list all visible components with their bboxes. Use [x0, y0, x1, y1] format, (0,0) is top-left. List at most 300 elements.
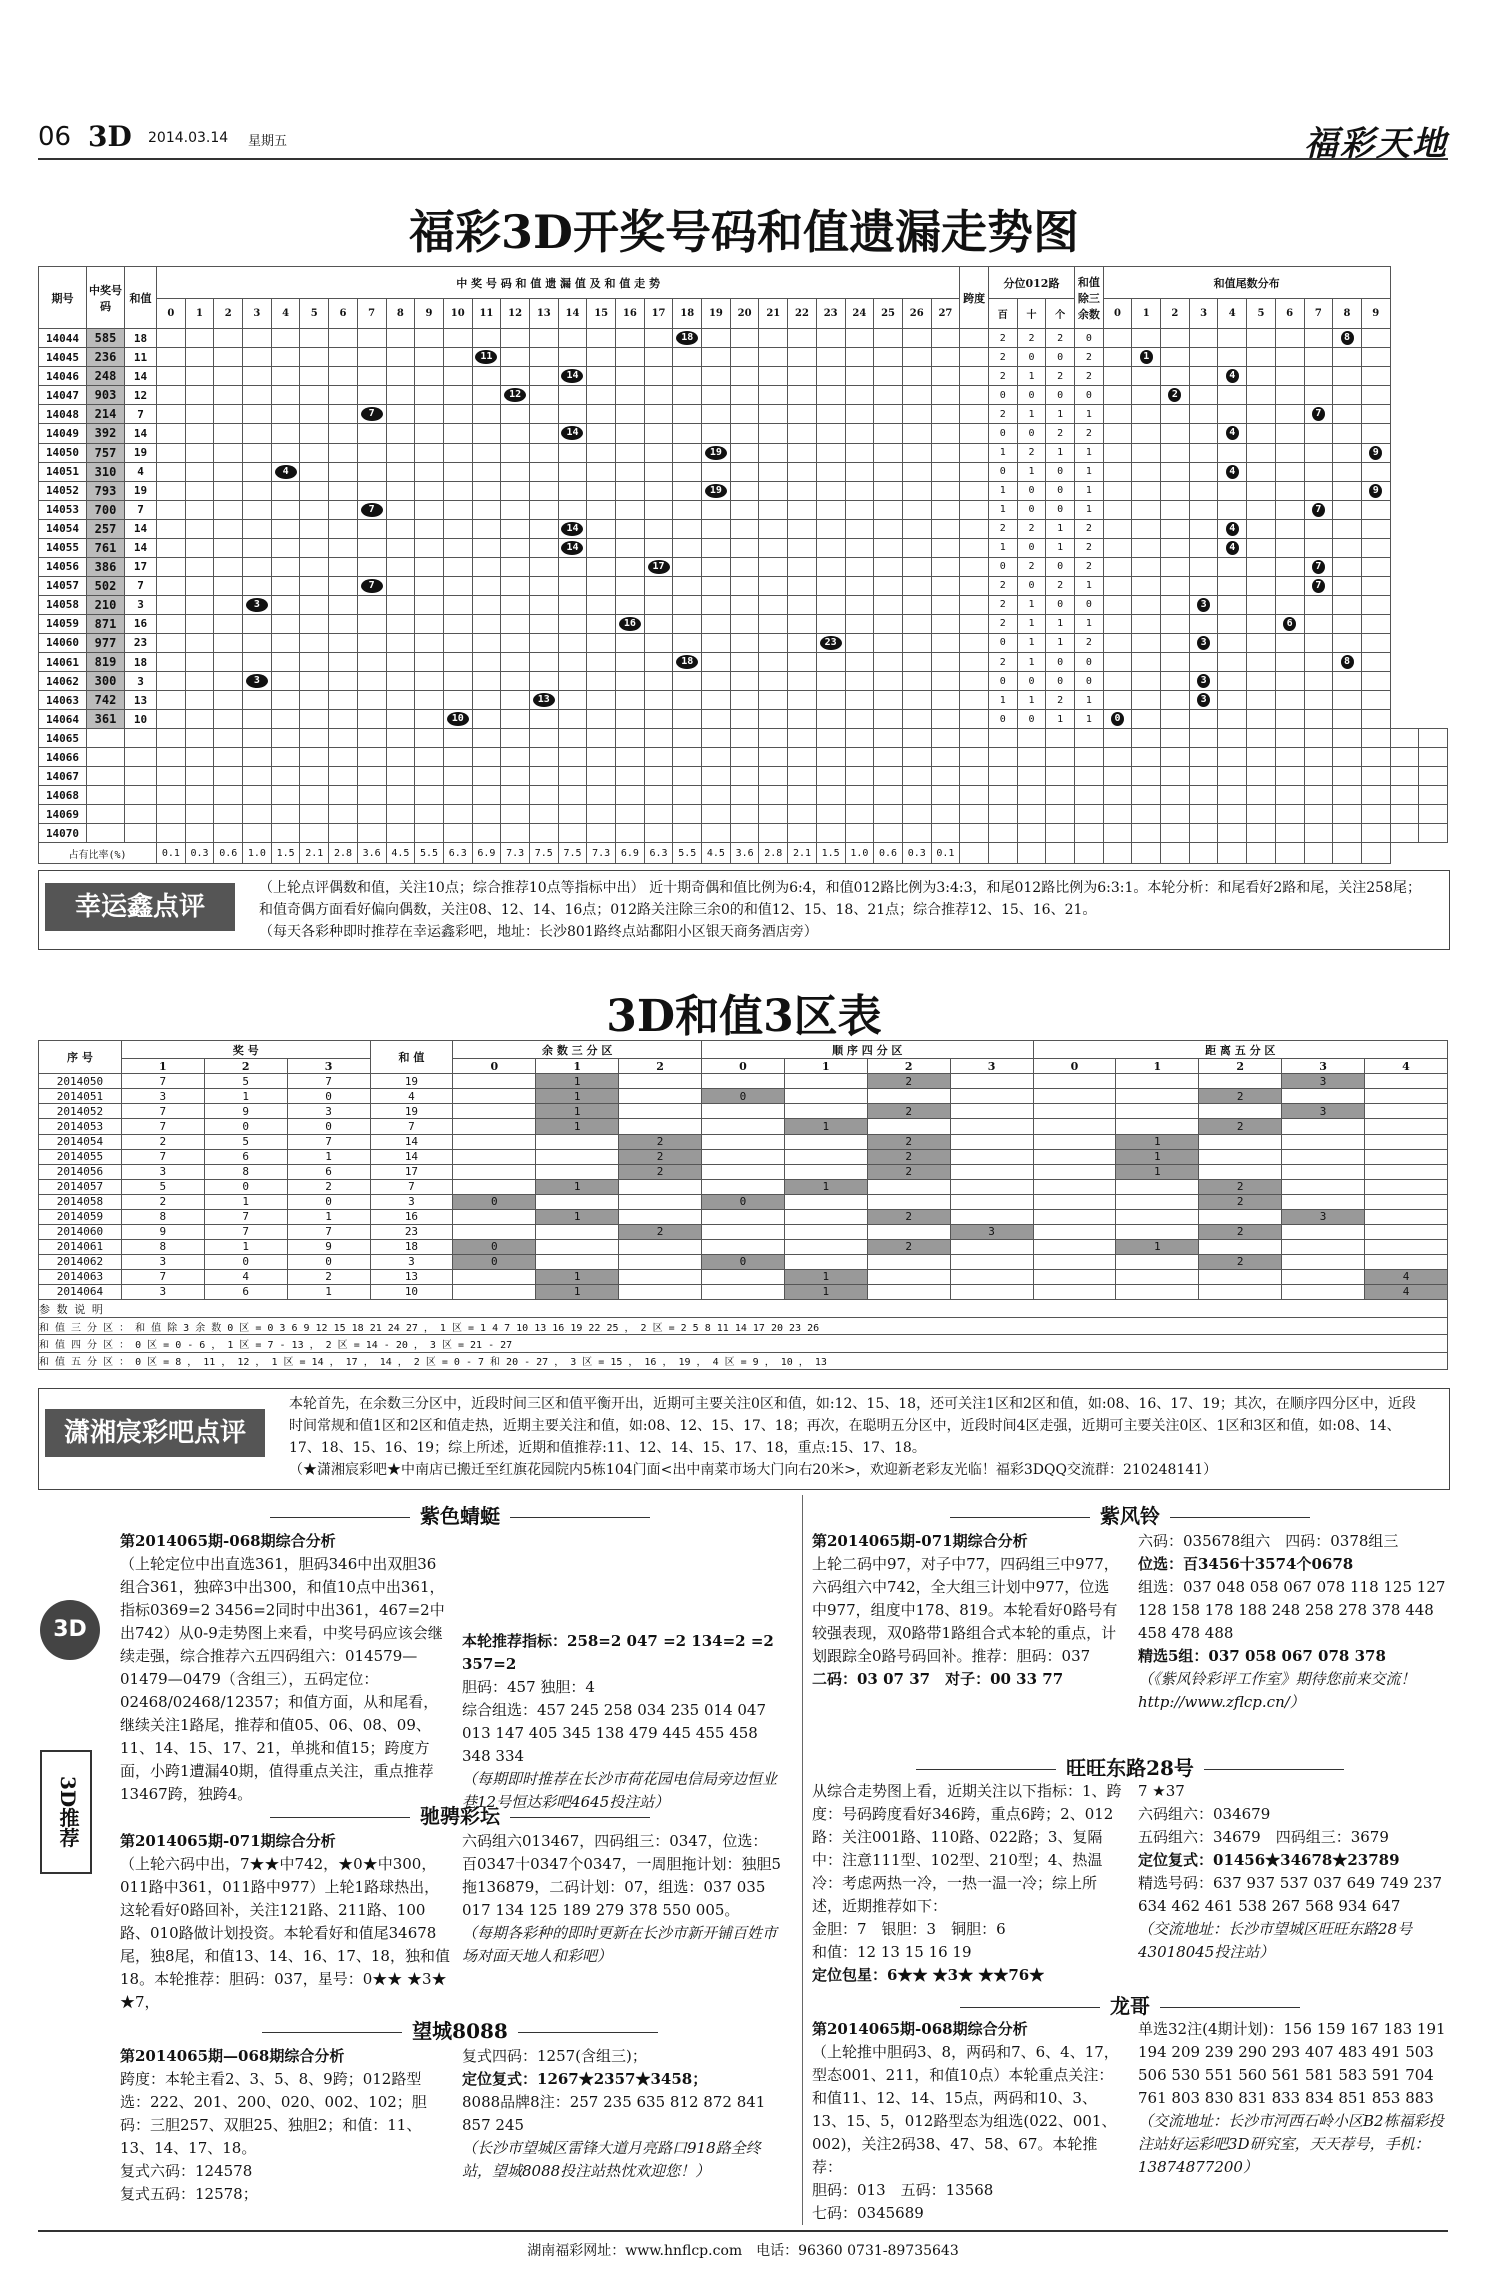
sum-trend-cell — [157, 481, 186, 500]
zone4-cell — [950, 1179, 1033, 1194]
sum-trend-cell — [214, 538, 243, 557]
period-cell: 14051 — [39, 462, 87, 481]
tail-cell — [1275, 329, 1304, 348]
zone5-cell: 2 — [1199, 1194, 1282, 1209]
sum-cell: 11 — [125, 348, 157, 367]
sum-trend-cell — [702, 672, 731, 691]
sum-trend-cell — [587, 405, 616, 424]
digit-col-header: 1 — [121, 1059, 204, 1074]
sum-trend-cell — [874, 653, 903, 672]
sum-trend-cell — [673, 424, 702, 443]
zone4-cell — [867, 1224, 950, 1239]
sum-trend-cell — [702, 519, 731, 538]
sum-trend-cell — [529, 405, 558, 424]
sum-trend-cell — [357, 519, 386, 538]
blank-cell — [1390, 767, 1419, 786]
sum-trend-cell — [329, 538, 358, 557]
tail-cell — [1361, 538, 1390, 557]
period-cell: 14056 — [39, 557, 87, 576]
sum-trend-cell — [501, 348, 530, 367]
sum-trend-cell — [329, 710, 358, 729]
sum-trend-cell — [243, 595, 272, 614]
sum-trend-cell — [357, 614, 386, 633]
zone-digit-cell: 7 — [121, 1119, 204, 1134]
span-cell — [960, 348, 989, 367]
span-cell — [960, 405, 989, 424]
sum-col-header: 13 — [529, 299, 558, 329]
sum-col-header: 23 — [816, 299, 845, 329]
sum-trend-cell — [558, 672, 587, 691]
trend-row — [39, 538, 1448, 557]
zone4-cell: 0 — [702, 1254, 785, 1269]
zone-sum-cell: 14 — [370, 1149, 453, 1164]
sum-trend-cell — [788, 672, 817, 691]
blank-cell — [1075, 805, 1104, 824]
sum-trend-cell — [673, 614, 702, 633]
sum-trend-cell — [587, 386, 616, 405]
blank-cell — [673, 805, 702, 824]
sum-trend-cell — [673, 348, 702, 367]
tail-ball: 4 — [1226, 369, 1239, 383]
tail-cell — [1161, 633, 1190, 652]
sum-trend-cell — [443, 595, 472, 614]
sum-cell: 3 — [125, 595, 157, 614]
zone-digit-cell: 0 — [287, 1194, 370, 1209]
ratio-cell: 4.5 — [702, 843, 731, 864]
blank-cell — [960, 805, 989, 824]
xiaoxiang-badge: 潇湘宸彩吧点评 — [45, 1409, 265, 1457]
sum-trend-cell — [157, 672, 186, 691]
sum-trend-cell — [472, 424, 501, 443]
sum-col-header: 2 — [214, 299, 243, 329]
period-cell: 14059 — [39, 614, 87, 633]
zone-period-cell: 2014059 — [39, 1209, 122, 1224]
sum-trend-cell — [702, 386, 731, 405]
sum-trend-cell — [271, 481, 300, 500]
trend-row — [39, 462, 1448, 481]
blank-cell — [587, 786, 616, 805]
sum-trend-cell — [702, 348, 731, 367]
tail-cell — [1161, 557, 1190, 576]
sum-trend-cell — [673, 500, 702, 519]
sum-trend-cell — [902, 424, 931, 443]
sum-trend-cell — [816, 691, 845, 710]
sum-cell: 3 — [125, 672, 157, 691]
sum-trend-cell — [730, 367, 759, 386]
blank-cell — [472, 786, 501, 805]
zone4-cell — [784, 1164, 867, 1179]
sum-trend-cell — [616, 595, 645, 614]
tail-cell — [1161, 329, 1190, 348]
period-cell: 14062 — [39, 672, 87, 691]
ratio-cell: 6.9 — [472, 843, 501, 864]
sum-cell: 23 — [125, 633, 157, 652]
sum-ball: 19 — [705, 484, 727, 498]
sum-trend-cell — [157, 710, 186, 729]
zone3-cell — [619, 1179, 702, 1194]
sum-trend-cell — [874, 443, 903, 462]
tail-cell — [1161, 348, 1190, 367]
tail-cell — [1189, 386, 1218, 405]
tail-cell — [1247, 405, 1276, 424]
longge-note: （交流地址：长沙市河西石岭小区B2栋福彩投注站好运彩吧3D研究室，天天荐号，手机：13874877200） — [1138, 2112, 1444, 2176]
zone-digit-cell: 9 — [204, 1104, 287, 1119]
sum-trend-cell — [329, 348, 358, 367]
tail-cell — [1304, 557, 1333, 576]
tail-ball: 0 — [1111, 712, 1124, 726]
zone5-cell — [1116, 1269, 1199, 1284]
tail-cell — [1189, 481, 1218, 500]
sum-trend-cell — [157, 691, 186, 710]
sum-trend-cell — [386, 576, 415, 595]
tail-cell — [1103, 329, 1132, 348]
tail-cell — [1333, 633, 1362, 652]
zone5-cell — [1365, 1254, 1448, 1269]
zone5-cell — [1365, 1209, 1448, 1224]
tail-cell — [1275, 424, 1304, 443]
zones-header-cell: 和 值 — [370, 1041, 453, 1074]
sum-trend-cell — [902, 576, 931, 595]
sum-trend-cell — [788, 653, 817, 672]
blank-cell — [902, 824, 931, 843]
params-text: 和 值 五 分 区 ： 0 区 = 8 ， 11 ， 12 ， 1 区 = 14 ， 17 ， 14 ， 2 区 = 0 - 7 和 20 - 27 ， 3 区 = 15 ， 16 ， 19 ， 4 区 = 9 ， 10 ， 13 — [39, 1352, 1448, 1369]
sum-col-header: 0 — [157, 299, 186, 329]
blank-cell — [1333, 748, 1362, 767]
sum-col-header: 8 — [386, 299, 415, 329]
blank-cell — [501, 748, 530, 767]
zone-col-header: 3 — [950, 1059, 1033, 1074]
tail-cell — [1304, 424, 1333, 443]
sum-trend-cell — [931, 443, 960, 462]
sum-trend-cell — [644, 386, 673, 405]
sum-trend-cell — [243, 653, 272, 672]
sum-trend-cell — [472, 329, 501, 348]
tail-cell — [1275, 500, 1304, 519]
trend-row — [39, 653, 1448, 672]
sum-trend-cell — [788, 462, 817, 481]
zone3-cell: 1 — [536, 1209, 619, 1224]
sum-trend-cell — [673, 557, 702, 576]
lucky-comment — [38, 870, 1450, 950]
sum-trend-cell — [472, 710, 501, 729]
blank-cell — [1017, 824, 1046, 843]
blank-cell — [1046, 767, 1075, 786]
blank-cell — [329, 748, 358, 767]
sum-trend-cell — [300, 653, 329, 672]
sum-trend-cell — [759, 481, 788, 500]
sum-trend-cell — [472, 348, 501, 367]
blank-cell — [702, 805, 731, 824]
route-cell: 0 — [1046, 348, 1075, 367]
blank-cell — [1304, 824, 1333, 843]
sum-trend-cell — [415, 557, 444, 576]
sum-trend-cell — [587, 348, 616, 367]
sum-trend-cell — [644, 595, 673, 614]
sum-col-header: 15 — [587, 299, 616, 329]
zones-row — [39, 1119, 1448, 1134]
zone5-cell — [1033, 1149, 1116, 1164]
zifeng-jing: 精选5组：037 058 067 078 378 — [1138, 1647, 1386, 1665]
tail-cell — [1161, 481, 1190, 500]
trend-row — [39, 691, 1448, 710]
zone4-cell: 1 — [784, 1119, 867, 1134]
zone4-cell — [784, 1149, 867, 1164]
zone5-cell — [1365, 1089, 1448, 1104]
zone4-cell: 2 — [867, 1239, 950, 1254]
trend-empty-row — [39, 824, 1448, 843]
sum-trend-cell — [616, 462, 645, 481]
sum-trend-cell — [329, 367, 358, 386]
sum-trend-cell — [443, 367, 472, 386]
zone4-cell — [784, 1134, 867, 1149]
sum-trend-cell — [702, 557, 731, 576]
ratio-cell: 1.0 — [243, 843, 272, 864]
sum-trend-cell — [214, 405, 243, 424]
sum-trend-cell — [386, 595, 415, 614]
period-cell: 14052 — [39, 481, 87, 500]
sum-trend-cell — [415, 500, 444, 519]
tail-cell — [1161, 538, 1190, 557]
route-cell: 1 — [1017, 367, 1046, 386]
sum-trend-cell — [271, 500, 300, 519]
sum-cell: 7 — [125, 405, 157, 424]
tail-cell — [1103, 614, 1132, 633]
blank-cell — [702, 767, 731, 786]
sum-trend-cell — [816, 481, 845, 500]
sum-trend-cell — [730, 538, 759, 557]
sum-trend-cell — [759, 443, 788, 462]
zone4-cell — [950, 1269, 1033, 1284]
sum-ball: 14 — [561, 369, 583, 383]
sum-trend-cell — [558, 691, 587, 710]
sum-trend-cell — [185, 367, 214, 386]
sum-trend-cell — [271, 710, 300, 729]
sum-trend-cell — [558, 348, 587, 367]
zone-sum-cell: 10 — [370, 1284, 453, 1299]
sum-trend-cell — [759, 386, 788, 405]
zone5-cell — [1116, 1284, 1199, 1299]
ratio-cell: 0.1 — [157, 843, 186, 864]
zone5-cell: 1 — [1116, 1149, 1199, 1164]
ratio-cell: 5.5 — [673, 843, 702, 864]
section-title-wangwang: 旺旺东路28号 — [810, 1752, 1450, 1781]
route-cell: 1 — [1017, 595, 1046, 614]
blank-cell — [300, 805, 329, 824]
zise-head: 第2014065期-068期综合分析 — [120, 1532, 336, 1550]
tail-cell — [1189, 691, 1218, 710]
sum-trend-cell — [243, 500, 272, 519]
blank-cell — [1333, 767, 1362, 786]
zone4-cell — [950, 1074, 1033, 1089]
sum-trend-cell — [501, 329, 530, 348]
zone5-cell — [1282, 1224, 1365, 1239]
tail-col-header: 1 — [1132, 299, 1161, 329]
sum-trend-cell — [644, 691, 673, 710]
sum-trend-cell — [931, 614, 960, 633]
sum-trend-cell — [185, 576, 214, 595]
sum-trend-cell — [357, 443, 386, 462]
span-cell — [960, 710, 989, 729]
route-cell: 2 — [988, 348, 1017, 367]
sum-trend-cell — [730, 633, 759, 652]
blank-cell — [157, 786, 186, 805]
blank-cell — [845, 786, 874, 805]
zone3-cell — [453, 1224, 536, 1239]
tail-cell — [1218, 519, 1247, 538]
sum-trend-cell — [644, 443, 673, 462]
zone5-cell — [1199, 1149, 1282, 1164]
zone4-cell — [784, 1074, 867, 1089]
blank-cell — [1218, 824, 1247, 843]
sum-trend-cell — [329, 462, 358, 481]
tail-cell — [1103, 519, 1132, 538]
sum-trend-cell — [529, 710, 558, 729]
sum-trend-cell — [558, 405, 587, 424]
mod3-cell: 0 — [1075, 595, 1104, 614]
tail-cell — [1132, 424, 1161, 443]
sum-trend-cell — [157, 386, 186, 405]
blank-cell — [271, 767, 300, 786]
sum-col-header: 27 — [931, 299, 960, 329]
sum-trend-cell — [415, 329, 444, 348]
blank-cell — [415, 767, 444, 786]
sum-trend-cell — [730, 519, 759, 538]
tail-cell — [1161, 386, 1190, 405]
sum-trend-cell — [300, 329, 329, 348]
sum-col-header: 21 — [759, 299, 788, 329]
sum-trend-cell — [357, 481, 386, 500]
route-cell: 1 — [988, 481, 1017, 500]
blank-cell — [816, 767, 845, 786]
zone-sum-cell: 16 — [370, 1209, 453, 1224]
tail-cell — [1333, 367, 1362, 386]
zone4-cell: 1 — [784, 1179, 867, 1194]
sum-trend-cell — [157, 595, 186, 614]
blank-cell — [1247, 843, 1276, 864]
sum-trend-cell — [271, 614, 300, 633]
zones-row — [39, 1224, 1448, 1239]
ratio-cell: 7.3 — [501, 843, 530, 864]
sum-trend-cell — [329, 557, 358, 576]
blank-cell — [1390, 824, 1419, 843]
span-cell — [960, 576, 989, 595]
route-col-header: 百 — [988, 299, 1017, 329]
route-cell: 0 — [988, 672, 1017, 691]
tail-cell — [1189, 443, 1218, 462]
blank-cell — [874, 748, 903, 767]
sum-trend-cell — [157, 576, 186, 595]
sum-trend-cell — [730, 481, 759, 500]
sum-trend-cell — [357, 710, 386, 729]
sum-trend-cell — [788, 538, 817, 557]
tail-cell — [1275, 557, 1304, 576]
tail-cell — [1218, 481, 1247, 500]
blank-cell — [1247, 786, 1276, 805]
sum-trend-cell — [845, 443, 874, 462]
sum-trend-cell — [501, 367, 530, 386]
blank-cell — [644, 767, 673, 786]
tail-cell — [1189, 595, 1218, 614]
sum-trend-cell — [357, 595, 386, 614]
tail-cell — [1333, 424, 1362, 443]
sum-trend-cell — [214, 519, 243, 538]
sum-trend-cell — [415, 348, 444, 367]
sum-trend-cell — [443, 386, 472, 405]
zone-digit-cell: 5 — [204, 1134, 287, 1149]
wangcheng-head: 第2014065期—068期综合分析 — [120, 2047, 345, 2065]
blank-cell — [1189, 824, 1218, 843]
tail-cell — [1161, 595, 1190, 614]
zone5-cell — [1282, 1149, 1365, 1164]
sum-trend-cell — [243, 367, 272, 386]
tail-cell — [1333, 519, 1362, 538]
blank-cell — [587, 805, 616, 824]
period-cell: 14069 — [39, 805, 87, 824]
prize-number-cell: 700 — [87, 500, 125, 519]
blank-cell — [243, 748, 272, 767]
route-cell: 0 — [988, 710, 1017, 729]
sum-trend-cell — [730, 614, 759, 633]
route-cell: 0 — [1046, 462, 1075, 481]
blank-cell — [185, 805, 214, 824]
tail-cell — [1333, 614, 1362, 633]
sum-trend-cell — [415, 443, 444, 462]
tail-ball: 3 — [1197, 636, 1210, 650]
sum-trend-cell — [558, 386, 587, 405]
sum-trend-cell — [243, 538, 272, 557]
chipin-body: （上轮六码中出，7★★中742，★0★中300，011路中361，011路中977）上轮1路球热出，这轮看好0路回补，关注121路、211路、100路、010路做计划投资。本轮看好和值尾34678尾，独8尾，和值13、14、16、17、18，独和值18。本轮推荐：胆码：037，星号：0★★ ★3★ ★7， — [120, 1855, 450, 2011]
side-3d-badge — [40, 1600, 102, 1860]
sum-ball: 4 — [275, 465, 297, 479]
blank-cell — [874, 824, 903, 843]
sum-trend-cell — [730, 500, 759, 519]
tail-col-header: 3 — [1189, 299, 1218, 329]
sum-trend-cell — [702, 614, 731, 633]
chipin-col-a — [120, 1830, 450, 2014]
params-text: 和 值 三 分 区 ： 和 值 除 3 余 数 0 区 = 0 3 6 9 12 15 18 21 24 27 ， 1 区 = 1 4 7 10 13 16 19 22 25 ， 2 区 = 2 5 8 11 14 17 20 23 26 — [39, 1318, 1448, 1335]
zone-digit-cell: 3 — [121, 1089, 204, 1104]
sum-trend-cell — [931, 424, 960, 443]
sum-trend-cell — [214, 443, 243, 462]
route-cell: 1 — [1017, 462, 1046, 481]
zone5-cell — [1199, 1209, 1282, 1224]
span-cell — [960, 481, 989, 500]
sum-trend-cell — [271, 633, 300, 652]
tail-cell — [1189, 633, 1218, 652]
sum-trend-cell — [386, 691, 415, 710]
sum-trend-cell — [702, 443, 731, 462]
zone3-cell: 2 — [619, 1149, 702, 1164]
tail-cell — [1132, 557, 1161, 576]
blank-cell — [1103, 786, 1132, 805]
sum-trend-cell — [185, 405, 214, 424]
sum-trend-cell — [616, 329, 645, 348]
route-cell: 2 — [1046, 367, 1075, 386]
sum-trend-cell — [644, 329, 673, 348]
sum-trend-cell — [271, 367, 300, 386]
blank-cell — [87, 824, 125, 843]
sum-trend-cell — [788, 481, 817, 500]
tail-cell — [1304, 500, 1333, 519]
sum-trend-cell — [673, 462, 702, 481]
tail-cell — [1333, 386, 1362, 405]
sum-trend-cell — [243, 557, 272, 576]
blank-cell — [357, 805, 386, 824]
blank-cell — [1103, 729, 1132, 748]
blank-cell — [1132, 824, 1161, 843]
zone-period-cell: 2014053 — [39, 1119, 122, 1134]
sum-trend-cell — [157, 557, 186, 576]
